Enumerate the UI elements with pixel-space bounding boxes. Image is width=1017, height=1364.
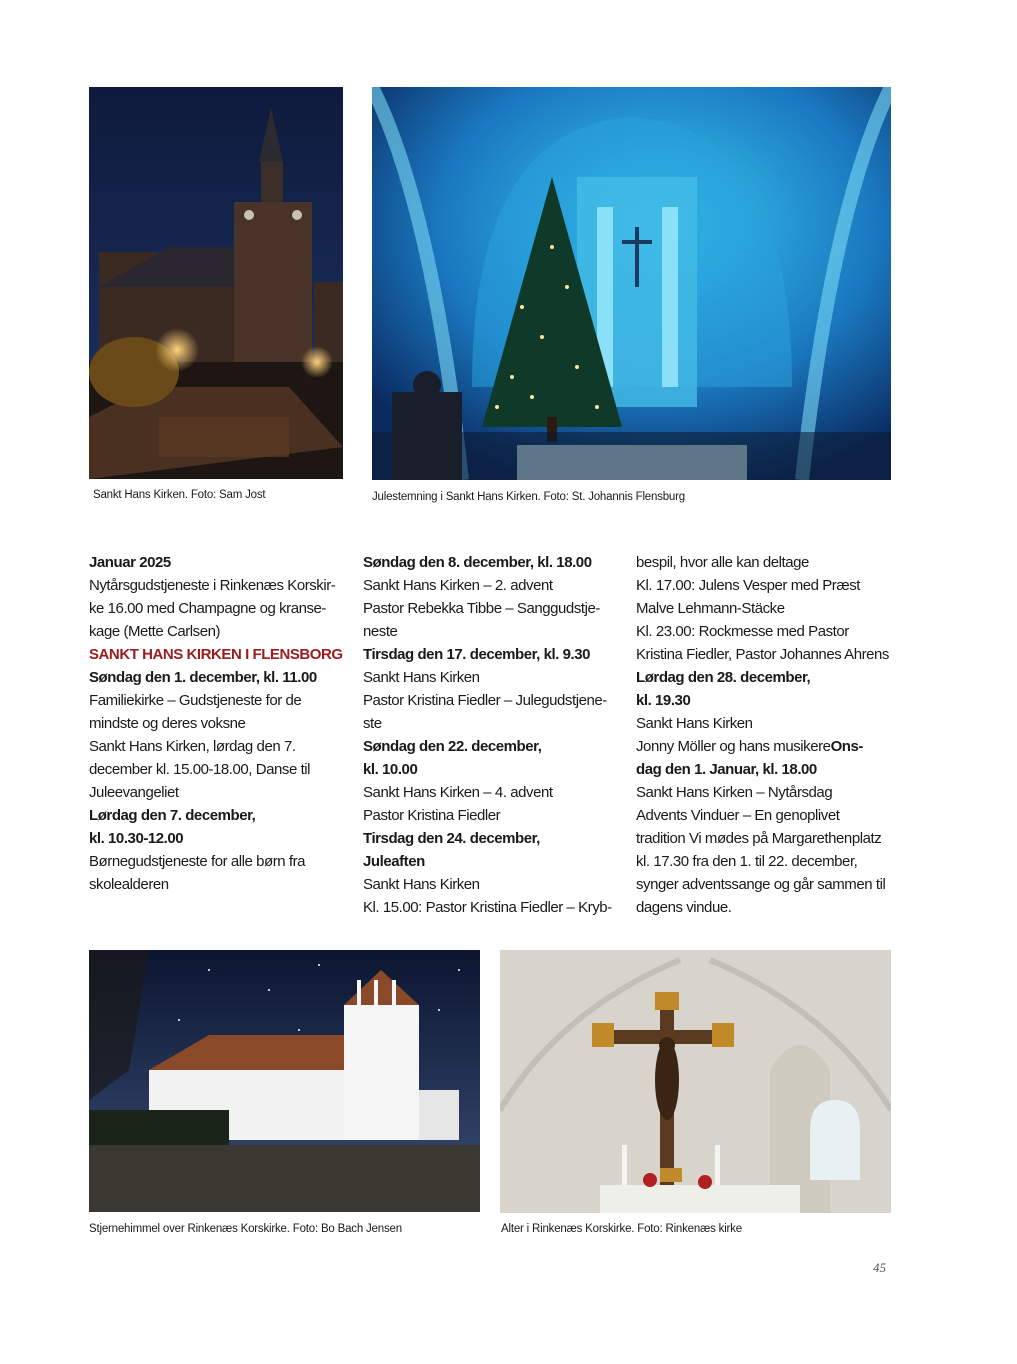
text-line: Malve Lehmann-Stäcke bbox=[636, 600, 785, 617]
page-number: 45 bbox=[873, 1260, 886, 1275]
text-line: synger adventssange og går sammen til bbox=[636, 876, 886, 893]
photo-sankt-hans-night bbox=[89, 87, 343, 479]
event-date: kl. 10.30-12.00 bbox=[89, 830, 184, 847]
caption-bottom-right: Alter i Rinkenæs Korskirke. Foto: Rinkenæs kirke bbox=[501, 1223, 742, 1235]
text-line: neste bbox=[363, 623, 398, 640]
text-line: Juleevangeliet bbox=[89, 784, 179, 801]
text-line: kage (Mette Carlsen) bbox=[89, 623, 221, 640]
heading-januar-2025: Januar 2025 bbox=[89, 554, 171, 571]
text-line: december kl. 15.00-18.00, Danse til bbox=[89, 761, 311, 778]
text-line: Sankt Hans Kirken, lørdag den 7. bbox=[89, 738, 296, 755]
text-line: Sankt Hans Kirken – 2. advent bbox=[363, 577, 553, 594]
caption-top-right: Julestemning i Sankt Hans Kirken. Foto: St. Johannis Flensburg bbox=[372, 491, 685, 503]
event-date: dag den 1. Januar, kl. 18.00 bbox=[636, 761, 817, 778]
text-line: ste bbox=[363, 715, 382, 732]
text-line-mixed bbox=[636, 735, 894, 758]
text-line: Kl. 15.00: Pastor Kristina Fiedler – Kryb- bbox=[363, 899, 612, 916]
text-line: Kl. 17.00: Julens Vesper med Præst bbox=[636, 577, 860, 594]
text-fragment: Jonny Möller og hans musikere bbox=[636, 738, 831, 755]
column-2 bbox=[363, 551, 621, 919]
text-line: Sankt Hans Kirken – Nytårsdag bbox=[636, 784, 833, 801]
event-date: Søndag den 1. december, kl. 11.00 bbox=[89, 669, 317, 686]
text-line: Nytårsgudstjeneste i Rinkenæs Korskir- bbox=[89, 577, 336, 594]
caption-bottom-left: Stjernehimmel over Rinkenæs Korskirke. Foto: Bo Bach Jensen bbox=[89, 1223, 402, 1235]
column-3 bbox=[636, 551, 894, 919]
event-date: Juleaften bbox=[363, 853, 425, 870]
text-line: Kristina Fiedler, Pastor Johannes Ahrens bbox=[636, 646, 889, 663]
text-line: Pastor Kristina Fiedler – Julegudstjene- bbox=[363, 692, 607, 709]
text-line: Advents Vinduer – En genoplivet bbox=[636, 807, 840, 824]
text-line: Sankt Hans Kirken bbox=[363, 876, 480, 893]
event-date: Tirsdag den 17. december, kl. 9.30 bbox=[363, 646, 591, 663]
event-date: Søndag den 8. december, kl. 18.00 bbox=[363, 554, 592, 571]
text-line: mindste og deres voksne bbox=[89, 715, 246, 732]
text-line: Pastor Rebekka Tibbe – Sanggudstje- bbox=[363, 600, 600, 617]
text-line: Familiekirke – Gudstjeneste for de bbox=[89, 692, 302, 709]
column-1 bbox=[89, 551, 347, 896]
section-heading-sankt-hans: SANKT HANS KIRKEN I FLENSBORG bbox=[89, 646, 343, 663]
event-date: Tirsdag den 24. december, bbox=[363, 830, 540, 847]
text-line: Sankt Hans Kirken bbox=[636, 715, 753, 732]
event-date-fragment: Ons- bbox=[830, 738, 863, 755]
text-line: skolealderen bbox=[89, 876, 169, 893]
text-line: kl. 17.30 fra den 1. til 22. december, bbox=[636, 853, 858, 870]
text-line: Sankt Hans Kirken bbox=[363, 669, 480, 686]
photo-julestemning bbox=[372, 87, 891, 480]
text-line: dagens vindue. bbox=[636, 899, 732, 916]
event-date: Lørdag den 28. december, bbox=[636, 669, 811, 686]
event-date: Søndag den 22. december, bbox=[363, 738, 542, 755]
text-line: Kl. 23.00: Rockmesse med Pastor bbox=[636, 623, 849, 640]
photo-rinkenaes-starry bbox=[89, 950, 480, 1212]
text-line: ke 16.00 med Champagne og kranse- bbox=[89, 600, 326, 617]
event-date: kl. 19.30 bbox=[636, 692, 691, 709]
text-line: bespil, hvor alle kan deltage bbox=[636, 554, 809, 571]
photo-rinkenaes-altar bbox=[500, 950, 891, 1213]
text-line: Pastor Kristina Fiedler bbox=[363, 807, 501, 824]
text-line: Sankt Hans Kirken – 4. advent bbox=[363, 784, 553, 801]
text-line: tradition Vi mødes på Margarethenplatz bbox=[636, 830, 882, 847]
event-date: kl. 10.00 bbox=[363, 761, 418, 778]
caption-top-left: Sankt Hans Kirken. Foto: Sam Jost bbox=[93, 489, 266, 501]
text-line: Børnegudstjeneste for alle børn fra bbox=[89, 853, 306, 870]
event-date: Lørdag den 7. december, bbox=[89, 807, 256, 824]
